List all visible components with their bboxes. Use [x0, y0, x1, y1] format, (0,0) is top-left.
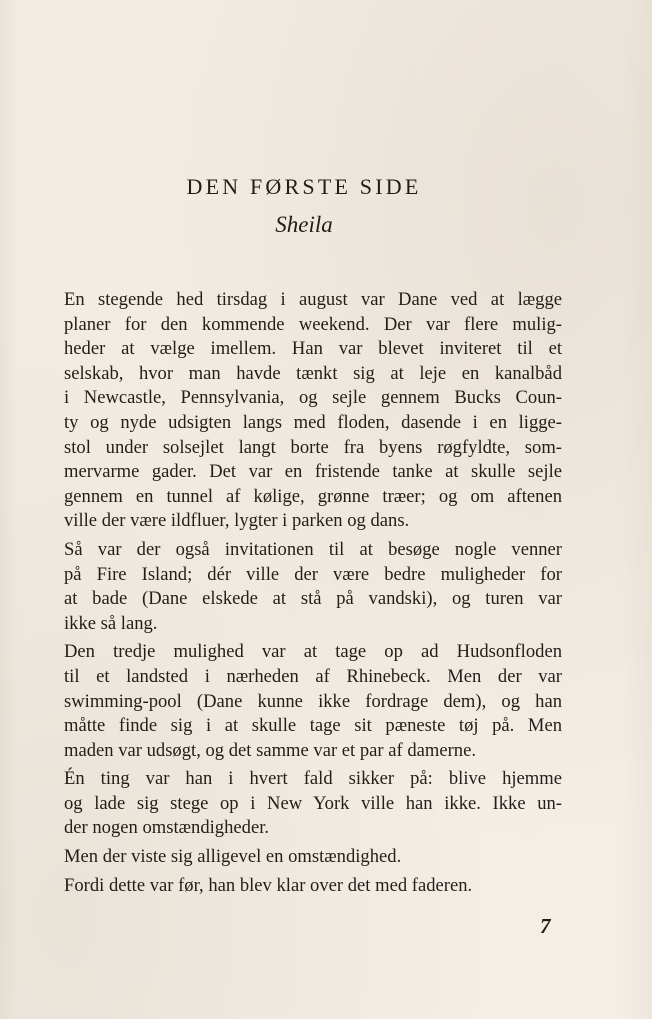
text-line: selskab, hvor man havde tænkt sig at leje en kanalbåd: [64, 362, 562, 384]
paragraph: [64, 288, 562, 534]
paragraph: [64, 640, 562, 763]
text-line: på Fire Island; dér ville der være bedre muligheder for: [64, 563, 562, 585]
text-line: swimming-pool (Dane kunne ikke fordrage dem), og han: [64, 690, 562, 712]
text-line: måtte finde sig i at skulle tage sit pæneste tøj på. Men: [64, 715, 562, 737]
paragraph: [64, 767, 562, 841]
text-line: og lade sig stege op i New York ville han ikke. Ikke un-: [64, 792, 562, 814]
body-text: [64, 288, 562, 902]
text-line: planer for den kommende weekend. Der var flere mulig-: [64, 313, 562, 335]
text-line: at bade (Dane elskede at stå på vandski), og turen var: [64, 588, 562, 610]
text-line: maden var udsøgt, og det samme var et par af damerne.: [64, 739, 477, 761]
text-line: i Newcastle, Pennsylvania, og sejle gennem Bucks Coun-: [64, 387, 562, 409]
text-line: Men der viste sig alligevel en omstændighed.: [64, 846, 402, 868]
chapter-subtitle: Sheila: [275, 212, 333, 237]
text-line: Så var der også invitationen til at besøge nogle venner: [64, 538, 562, 560]
text-line: mervarme gader. Det var en fristende tanke at skulle sejle: [64, 461, 562, 483]
paragraph: [64, 845, 562, 870]
text-line: gennem en tunnel af kølige, grønne træer; og om aftenen: [64, 485, 562, 507]
text-line: ville der være ildfluer, lygter i parken og dans.: [64, 510, 410, 532]
text-line: En stegende hed tirsdag i august var Dane ved at lægge: [64, 289, 562, 310]
page-number: 7: [540, 914, 551, 938]
text-line: Én ting var han i hvert fald sikker på: blive hjemme: [64, 768, 562, 790]
text-line: der nogen omstændigheder.: [64, 817, 270, 839]
text-line: ty og nyde udsigten langs med floden, dasende i en ligge-: [64, 411, 562, 433]
text-line: heder at vælge imellem. Han var blevet inviteret til et: [64, 338, 562, 360]
text-line: Den tredje mulighed var at tage op ad Hudsonfloden: [64, 641, 562, 663]
text-line: stol under solsejlet langt borte fra byens røgfyldte, som-: [64, 436, 562, 458]
chapter-title: DEN FØRSTE SIDE: [186, 174, 422, 199]
text-line: ikke så lang.: [64, 612, 158, 634]
text-line: Fordi dette var før, han blev klar over det med faderen.: [64, 874, 473, 896]
text-line: til et landsted i nærheden af Rhinebeck. Men der var: [64, 665, 562, 687]
paragraph: [64, 538, 562, 636]
paragraph: [64, 874, 562, 899]
